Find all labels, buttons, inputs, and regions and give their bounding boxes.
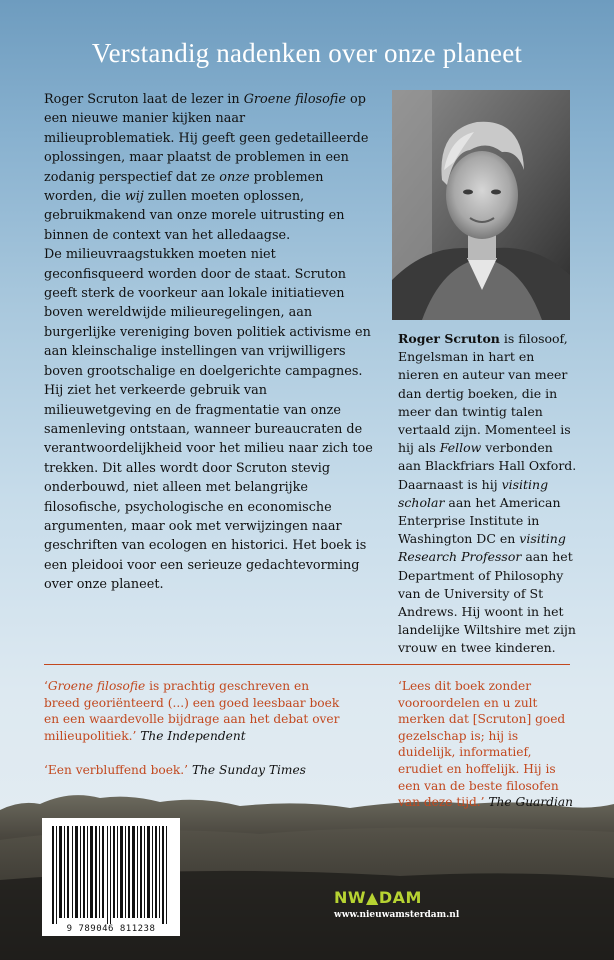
quote-source: The Independent — [140, 728, 246, 743]
review-quote-guardian: ‘Lees dit boek zonder vooroordelen en u zult merken dat [Scruton] goed gezelschap is; hij is duidelijk, informatief, erudiet en hoffelijk. Hij is een van de beste filosofen van deze tijd.’ The Guardian — [398, 679, 573, 810]
author-bio: Roger Scruton is filosoof, Engelsman in hart en nieren en auteur van meer dan dertig boeken, die in meer dan twintig talen vertaald zijn. Momenteel is hij als Fellow verbonden aan Blackfriars Hall Oxford. Daarnaast is hij visiting scholar aan het American Enterprise Institute in Washington DC en visiting Research Professor aan het Department of Philosophy van de University of St Andrews. Hij woont in het landelijke Wiltshire met zijn vrouw en twee kinderen. — [398, 331, 577, 656]
blurb-paragraph-1: Roger Scruton laat de lezer in Groene filosofie op een nieuwe manier kijken naar milieuproblematiek. Hij geeft geen gedetailleerde oplossingen, maar plaatst de problemen in een zodanig perspectief dat ze onze problemen worden, die wij zullen moeten oplossen, gebruikmakend van onze morele uitrusting en binnen de context van het alledaagse. — [44, 92, 369, 243]
section-divider — [44, 664, 570, 665]
review-quote-sunday-times: ‘Een verbluffend boek.’ The Sunday Times — [44, 763, 306, 777]
author-portrait-image — [392, 90, 570, 320]
barcode — [42, 818, 180, 936]
barcode-panel — [42, 818, 180, 936]
author-photo — [392, 90, 570, 320]
review-quote-independent: ‘Groene filosofie is prachtig geschreven en breed georiënteerd (...) een goed leesbaar boek en een waardevolle bijdrage aan het debat over milieupolitiek.’ The Independent — [44, 679, 340, 743]
book-title-italic: Groene filosofie — [243, 92, 346, 107]
publisher-logo: NW▲DAM — [334, 888, 422, 907]
blurb — [44, 90, 374, 595]
quote-source: The Sunday Times — [191, 763, 306, 777]
quote-source: The Guardian — [488, 795, 573, 810]
publisher-website: www.nieuwamsterdam.nl — [334, 910, 460, 920]
isbn-number: 9 789046 811238 — [66, 924, 156, 934]
author-name: Roger Scruton — [398, 331, 500, 346]
cover-title: Verstandig nadenken over onze planeet — [91, 38, 523, 68]
blurb-paragraph-2: De milieuvraagstukken moeten niet geconfisqueerd worden door de staat. Scruton geeft sterk de voorkeur aan lokale initiatieven boven wereldwijde milieuregelingen, aan burgerlijke vereniging boven politiek activisme en aan kleinschalige instellingen van vrijwilligers boven grootschalige en doelgerichte campagnes. Hij ziet het verkeerde gebruik van milieuwetgeving en de fragmentatie van onze samenleving ontstaan, wanneer bureaucraten de verantwoordelijkheid voor het milieu naar zich toe trekken. Dit alles wordt door Scruton stevig onderbouwd, niet alleen met belangrijke filosofische, psychologische en economische argumenten, maar ook met verwijzingen naar geschriften van ecologen en historici. Het boek is een pleidooi voor een serieuze gedachtevorming over onze planeet. — [44, 247, 373, 593]
